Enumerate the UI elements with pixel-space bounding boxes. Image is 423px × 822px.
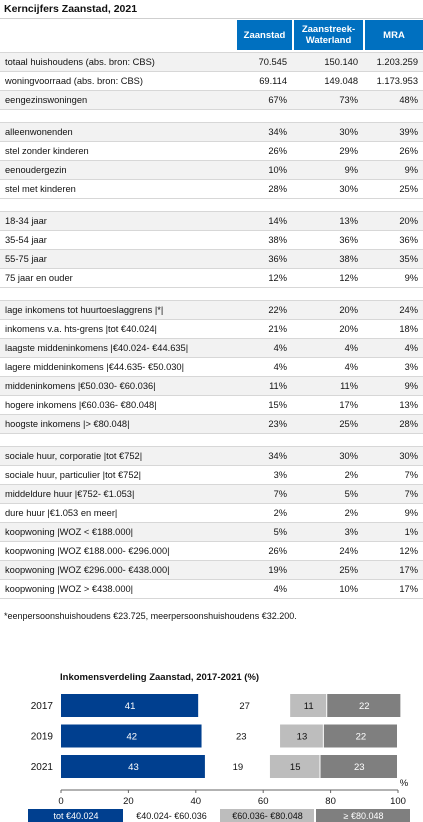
row-value: 4%: [273, 362, 287, 372]
row-value: 13%: [339, 216, 358, 226]
x-tick-label: 20: [123, 796, 134, 807]
row-value: 38%: [268, 235, 287, 245]
row-label: laagste middeninkomens |€40.024- €44.635|: [5, 343, 189, 353]
table-row: [0, 53, 423, 72]
row-value: 7%: [273, 489, 287, 499]
row-label: middeninkomens |€50.030- €60.036|: [5, 381, 156, 391]
row-label: 75 jaar en ouder: [5, 273, 73, 283]
row-value: 26%: [399, 146, 418, 156]
row-value: 4%: [404, 343, 418, 353]
header-zaanstreek-text: Zaanstreek- Waterland: [301, 24, 356, 46]
table-row: [0, 447, 423, 466]
row-value: 9%: [404, 273, 418, 283]
row-value: 36%: [268, 254, 287, 264]
data-label: 43: [128, 762, 139, 773]
data-label: 19: [232, 762, 244, 773]
row-label: stel met kinderen: [5, 184, 76, 194]
legend-label: €40.024- €60.036: [136, 811, 207, 821]
row-value: 3%: [273, 470, 287, 480]
table-row: [0, 504, 423, 523]
row-label: koopwoning |WOZ €188.000- €296.000|: [5, 546, 170, 556]
row-value: 7%: [404, 489, 418, 499]
table-row: [0, 212, 423, 231]
row-value: 30%: [399, 451, 418, 461]
chart-title: Inkomensverdeling Zaanstad, 2017-2021 (%): [60, 672, 260, 683]
table-row: [0, 72, 423, 91]
data-label: 22: [359, 701, 370, 712]
table-row: [0, 339, 423, 358]
row-value: 5%: [273, 527, 287, 537]
legend-label: ≥ €80.048: [343, 811, 384, 821]
table-row: [0, 161, 423, 180]
data-label: 41: [124, 701, 136, 712]
footnote: *eenpersoonshuishoudens €23.725, meerpersoonshuishoudens €32.200.: [4, 611, 297, 621]
table-row: [0, 580, 423, 599]
row-value: 11%: [340, 381, 358, 391]
row-value: 39%: [399, 127, 418, 137]
row-label: sociale huur, corporatie |tot €752|: [5, 451, 143, 461]
row-value: 30%: [339, 184, 358, 194]
row-value: 9%: [404, 508, 418, 518]
row-value: 12%: [339, 273, 358, 283]
row-label: lagere middeninkomens |€44.635- €50.030|: [5, 362, 185, 372]
row-value: 17%: [399, 565, 418, 575]
row-value: 2%: [344, 508, 358, 518]
row-value: 20%: [399, 216, 418, 226]
table-row: [0, 231, 423, 250]
row-value: 34%: [268, 127, 287, 137]
data-label: 23: [236, 731, 247, 743]
row-value: 12%: [268, 273, 287, 283]
data-label: 15: [289, 762, 301, 773]
legend-label: €60.036- €80.048: [232, 811, 303, 821]
row-label: hoogste inkomens |> €80.048|: [5, 419, 130, 429]
table-group: [0, 122, 423, 199]
table-body: [0, 52, 423, 599]
row-value: 11%: [269, 381, 287, 391]
row-value: 30%: [339, 451, 358, 461]
row-value: 35%: [399, 254, 418, 264]
table-row: [0, 269, 423, 288]
row-value: 34%: [268, 451, 287, 461]
header-zaanstreek-waterland: [294, 20, 363, 50]
data-label: 13: [296, 731, 308, 743]
row-value: 48%: [399, 95, 418, 105]
row-value: 25%: [339, 419, 358, 429]
table-row: [0, 180, 423, 199]
row-value: 24%: [339, 546, 358, 556]
row-label: eengezinswoningen: [5, 95, 88, 105]
row-value: 38%: [339, 254, 358, 264]
row-value: 70.545: [258, 57, 287, 67]
row-value: 5%: [344, 489, 358, 499]
legend-label: tot €40.024: [53, 811, 99, 821]
category-label: 2019: [30, 731, 53, 743]
x-tick-label: 80: [325, 796, 336, 807]
row-label: hogere inkomens |€60.036- €80.048|: [5, 400, 157, 410]
table-group: [0, 300, 423, 434]
row-value: 36%: [339, 235, 358, 245]
row-value: 13%: [399, 400, 418, 410]
table-row: [0, 377, 423, 396]
row-value: 10%: [268, 165, 287, 175]
table-row: [0, 358, 423, 377]
row-label: sociale huur, particulier |tot €752|: [5, 470, 142, 480]
header-zaanstad: Zaanstad: [237, 20, 292, 50]
header-label-cell: [0, 20, 236, 50]
data-label: 23: [353, 762, 365, 773]
row-value: 3%: [344, 527, 358, 537]
row-value: 25%: [399, 184, 418, 194]
table-group: [0, 211, 423, 288]
row-label: stel zonder kinderen: [5, 146, 89, 156]
row-value: 26%: [268, 546, 287, 556]
unit-label: %: [399, 778, 409, 789]
table-row: [0, 466, 423, 485]
category-label: 2017: [30, 701, 53, 712]
row-value: 36%: [399, 235, 418, 245]
row-value: 17%: [339, 400, 358, 410]
row-value: 25%: [339, 565, 358, 575]
row-label: lage inkomens tot huurtoeslaggrens |*|: [5, 305, 164, 315]
row-value: 22%: [268, 305, 287, 315]
table-row: [0, 301, 423, 320]
row-value: 2%: [273, 508, 287, 518]
row-label: dure huur |€1.053 en meer|: [5, 508, 118, 518]
table-row: [0, 415, 423, 434]
table-row: [0, 561, 423, 580]
row-value: 7%: [404, 470, 418, 480]
row-value: 15%: [268, 400, 287, 410]
table-row: [0, 396, 423, 415]
row-value: 9%: [404, 165, 418, 175]
row-label: eenoudergezin: [5, 165, 67, 175]
table-row: [0, 320, 423, 339]
data-label: 11: [303, 701, 314, 712]
row-value: 23%: [268, 419, 287, 429]
row-value: 150.140: [324, 57, 358, 67]
row-label: alleenwonenden: [5, 127, 73, 137]
data-label: 27: [239, 701, 250, 712]
table-row: [0, 142, 423, 161]
row-label: 35-54 jaar: [5, 235, 47, 245]
row-value: 1.173.953: [376, 76, 418, 86]
data-label: 22: [355, 731, 367, 743]
row-label: middeldure huur |€752- €1.053|: [5, 489, 135, 499]
row-value: 28%: [268, 184, 287, 194]
row-value: 4%: [344, 362, 358, 372]
row-label: 18-34 jaar: [5, 216, 47, 226]
row-value: 26%: [268, 146, 287, 156]
row-value: 20%: [339, 324, 358, 334]
row-value: 67%: [268, 95, 287, 105]
row-label: inkomens v.a. hts-grens |tot €40.024|: [5, 324, 157, 334]
data-label: 42: [126, 731, 138, 743]
table-title: Kerncijfers Zaanstad, 2021: [0, 0, 423, 19]
row-value: 10%: [339, 584, 358, 594]
table-row: [0, 250, 423, 269]
x-tick-label: 0: [58, 796, 64, 807]
row-value: 9%: [344, 165, 358, 175]
table-row: [0, 542, 423, 561]
table-group: [0, 446, 423, 599]
row-value: 30%: [339, 127, 358, 137]
row-value: 21%: [268, 324, 287, 334]
row-label: koopwoning |WOZ < €188.000|: [5, 527, 134, 537]
table-row: [0, 523, 423, 542]
table-row: [0, 91, 423, 110]
x-tick-label: 60: [257, 796, 269, 807]
row-value: 18%: [399, 324, 418, 334]
row-value: 20%: [339, 305, 358, 315]
row-label: koopwoning |WOZ > €438.000|: [5, 584, 134, 594]
table-group: [0, 52, 423, 110]
row-value: 28%: [399, 419, 418, 429]
row-label: koopwoning |WOZ €296.000- €438.000|: [5, 565, 170, 575]
row-label: totaal huishoudens (abs. bron: CBS): [5, 57, 155, 67]
row-value: 4%: [273, 584, 287, 594]
row-value: 12%: [399, 546, 418, 556]
row-value: 9%: [404, 381, 418, 391]
row-value: 73%: [339, 95, 358, 105]
table-row: [0, 485, 423, 504]
row-value: 17%: [399, 584, 418, 594]
row-value: 14%: [268, 216, 287, 226]
row-value: 4%: [273, 343, 287, 353]
row-value: 1%: [404, 527, 418, 537]
x-tick-label: 100: [390, 796, 406, 807]
row-value: 69.114: [259, 76, 287, 86]
category-label: 2021: [30, 762, 53, 773]
row-value: 24%: [399, 305, 418, 315]
header-mra: MRA: [365, 20, 423, 50]
table-row: [0, 123, 423, 142]
row-value: 19%: [268, 565, 287, 575]
row-label: 55-75 jaar: [5, 254, 47, 264]
row-value: 3%: [404, 362, 418, 372]
income-chart: [0, 648, 423, 822]
row-value: 149.048: [324, 76, 358, 86]
row-value: 29%: [339, 146, 358, 156]
row-label: woningvoorraad (abs. bron: CBS): [5, 76, 143, 86]
row-value: 1.203.259: [376, 57, 418, 67]
table-header: [0, 20, 423, 50]
row-value: 4%: [344, 343, 358, 353]
x-tick-label: 40: [190, 796, 202, 807]
row-value: 2%: [344, 470, 358, 480]
